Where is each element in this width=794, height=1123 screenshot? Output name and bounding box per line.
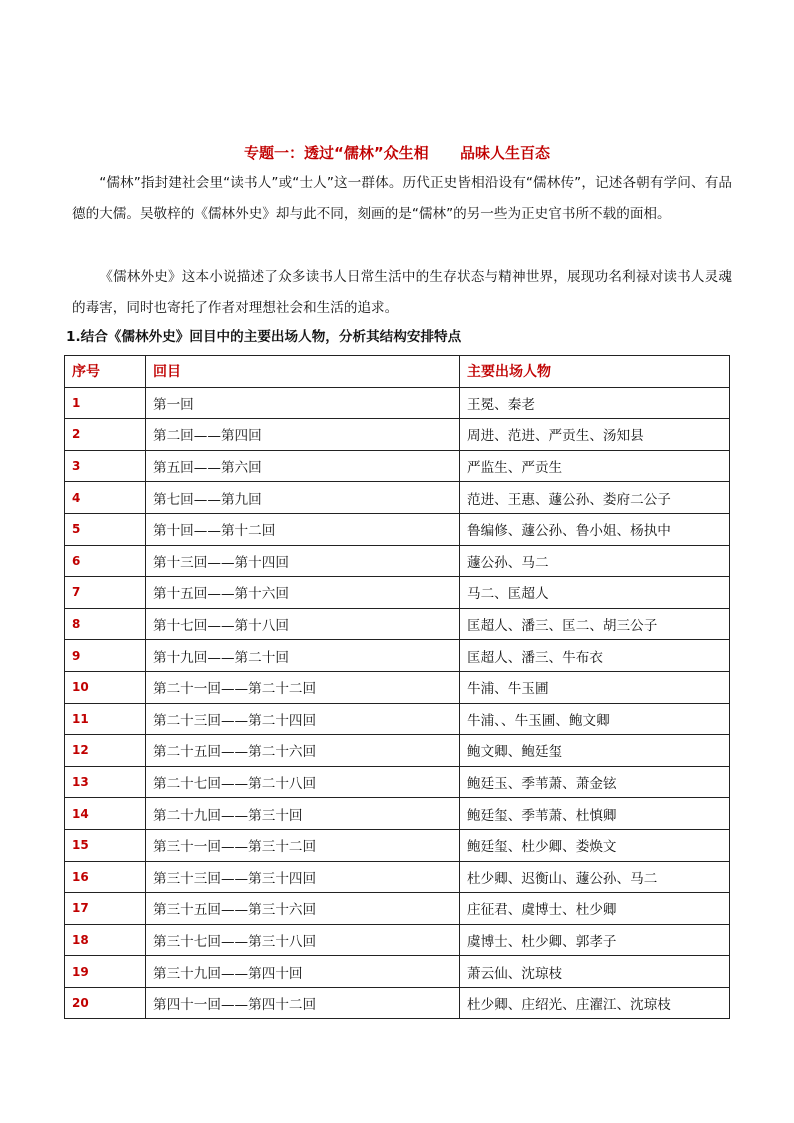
table-row <box>65 545 730 577</box>
row-chapter: 第二十九回——第三十回 <box>146 798 460 830</box>
row-characters: 蘧公孙、马二 <box>460 545 730 577</box>
table-row <box>65 482 730 514</box>
table-row <box>65 987 730 1019</box>
row-seq: 3 <box>65 450 146 482</box>
table-row <box>65 829 730 861</box>
row-chapter: 第二十三回——第二十四回 <box>146 703 460 735</box>
question-text: 1.结合《儒林外史》回目中的主要出场人物，分析其结构安排特点 <box>66 329 462 345</box>
row-chapter: 第三十九回——第四十回 <box>146 956 460 988</box>
table-row <box>65 924 730 956</box>
row-seq: 19 <box>65 956 146 988</box>
row-seq: 12 <box>65 735 146 767</box>
row-chapter: 第二十七回——第二十八回 <box>146 766 460 798</box>
row-seq: 9 <box>65 640 146 672</box>
table-row <box>65 735 730 767</box>
row-chapter: 第四十一回——第四十二回 <box>146 987 460 1019</box>
row-chapter: 第二回——第四回 <box>146 419 460 451</box>
table-row <box>65 419 730 451</box>
summary-paragraph: 《儒林外史》这本小说描述了众多读书人日常生活中的生存状态与精神世界，展现功名利禄对读书人灵魂的毒害，同时也寄托了作者对理想社会和生活的追求。 <box>72 269 732 316</box>
row-chapter: 第十七回——第十八回 <box>146 608 460 640</box>
row-chapter: 第三十五回——第三十六回 <box>146 893 460 925</box>
row-seq: 15 <box>65 829 146 861</box>
row-chapter: 第十九回——第二十回 <box>146 640 460 672</box>
row-seq: 16 <box>65 861 146 893</box>
row-chapter: 第十五回——第十六回 <box>146 577 460 609</box>
table-row <box>65 450 730 482</box>
header-characters: 主要出场人物 <box>460 356 730 388</box>
row-seq: 5 <box>65 513 146 545</box>
row-characters: 杜少卿、庄绍光、庄濯江、沈琼枝 <box>460 987 730 1019</box>
row-characters: 鲍文卿、鲍廷玺 <box>460 735 730 767</box>
row-seq: 2 <box>65 419 146 451</box>
intro-paragraph: “儒林”指封建社会里“读书人”或“士人”这一群体。历代正史皆相沿设有“儒林传”，记述各朝有学问、有品德的大儒。吴敬梓的《儒林外史》却与此不同，刻画的是“儒林”的另一些为正史官书所不载的面相。 <box>72 175 732 222</box>
row-chapter: 第二十一回——第二十二回 <box>146 671 460 703</box>
characters-table <box>64 355 730 1019</box>
row-characters: 周进、范进、严贡生、汤知县 <box>460 419 730 451</box>
row-characters: 范进、王惠、蘧公孙、娄府二公子 <box>460 482 730 514</box>
header-seq: 序号 <box>65 356 146 388</box>
row-characters: 鲍廷玺、杜少卿、娄焕文 <box>460 829 730 861</box>
table-header-row <box>65 356 730 388</box>
row-seq: 1 <box>65 387 146 419</box>
table-row <box>65 861 730 893</box>
row-characters: 牛浦、、牛玉圃、鲍文卿 <box>460 703 730 735</box>
row-chapter: 第七回——第九回 <box>146 482 460 514</box>
row-characters: 庄征君、虞博士、杜少卿 <box>460 893 730 925</box>
page-title: 专题一：透过“儒林”众生相 品味人生百态 <box>243 144 551 162</box>
row-characters: 匡超人、潘三、匡二、胡三公子 <box>460 608 730 640</box>
row-chapter: 第三十一回——第三十二回 <box>146 829 460 861</box>
table-row <box>65 577 730 609</box>
row-seq: 8 <box>65 608 146 640</box>
row-seq: 14 <box>65 798 146 830</box>
row-chapter: 第十回——第十二回 <box>146 513 460 545</box>
row-chapter: 第二十五回——第二十六回 <box>146 735 460 767</box>
table-row <box>65 893 730 925</box>
row-characters: 萧云仙、沈琼枝 <box>460 956 730 988</box>
table-row <box>65 608 730 640</box>
table-row <box>65 513 730 545</box>
row-characters: 王冕、秦老 <box>460 387 730 419</box>
row-characters: 匡超人、潘三、牛布衣 <box>460 640 730 672</box>
row-characters: 杜少卿、迟衡山、蘧公孙、马二 <box>460 861 730 893</box>
row-chapter: 第一回 <box>146 387 460 419</box>
row-seq: 20 <box>65 987 146 1019</box>
table-row <box>65 640 730 672</box>
table-row <box>65 671 730 703</box>
table-row <box>65 703 730 735</box>
row-seq: 18 <box>65 924 146 956</box>
row-chapter: 第三十七回——第三十八回 <box>146 924 460 956</box>
row-characters: 牛浦、牛玉圃 <box>460 671 730 703</box>
row-characters: 鲁编修、蘧公孙、鲁小姐、杨执中 <box>460 513 730 545</box>
table-row <box>65 387 730 419</box>
table-row <box>65 956 730 988</box>
row-chapter: 第五回——第六回 <box>146 450 460 482</box>
row-seq: 17 <box>65 893 146 925</box>
row-characters: 鲍廷玉、季苇萧、萧金铉 <box>460 766 730 798</box>
row-characters: 虞博士、杜少卿、郭孝子 <box>460 924 730 956</box>
row-characters: 鲍廷玺、季苇萧、杜慎卿 <box>460 798 730 830</box>
row-seq: 10 <box>65 671 146 703</box>
row-seq: 11 <box>65 703 146 735</box>
table-row <box>65 766 730 798</box>
row-seq: 4 <box>65 482 146 514</box>
row-chapter: 第三十三回——第三十四回 <box>146 861 460 893</box>
row-characters: 马二、匡超人 <box>460 577 730 609</box>
row-seq: 13 <box>65 766 146 798</box>
table-row <box>65 798 730 830</box>
row-characters: 严监生、严贡生 <box>460 450 730 482</box>
header-chapter: 回目 <box>146 356 460 388</box>
row-seq: 6 <box>65 545 146 577</box>
row-chapter: 第十三回——第十四回 <box>146 545 460 577</box>
row-seq: 7 <box>65 577 146 609</box>
